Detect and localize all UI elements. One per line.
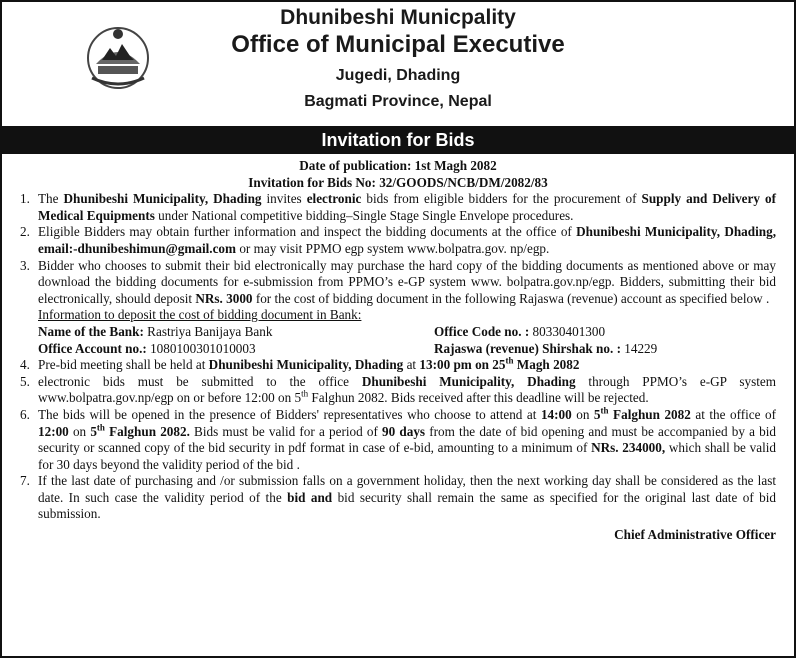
list-item: 2. Eligible Bidders may obtain further information and inspect the bidding documents at the office of Dhunibeshi Municipality, Dhading, email:-dhunibeshimun@gmail.com or may visit PPMO egp system www.bolpatra.gov. np/egp. (20, 224, 776, 256)
list-item: 3. Bidder who chooses to submit their bid electronically may purchase the hard copy of the bidding documents as mentioned above or may download the bidding documents for e-submission from PPMO’s e-GP system www. bolpatra.gov.np/egp. Bidders, submitting their bid electronically, should deposit NRs. 3000 for the cost of bidding document in the following Rajaswa (revenue) account as specified below . (20, 257, 776, 306)
notice-body (20, 158, 776, 544)
signature: Chief Administrative Officer (614, 527, 776, 543)
header (2, 2, 794, 124)
list-item: 1. The Dhunibeshi Municipality, Dhading invites electronic bids from eligible bidders for the procurement of Supply and Delivery of Medical Equipments under National competitive bidding–Single Stage Single Envelope procedures. (20, 191, 776, 223)
office-name: Office of Municipal Executive (231, 31, 565, 58)
municipality-name: Dhunibeshi Municpality (280, 6, 516, 29)
list-item: 5. electronic bids must be submitted to the office Dhunibeshi Municipality, Dhading through PPMO’s e-GP system www.bolpatra.gov.np/egp on or before 12:00 on 5th Falghun 2082. Bids received after this deadline will be rejected. (20, 373, 776, 406)
list-item: 7. If the last date of purchasing and /or submission falls on a government holiday, then the next working day shall be considered as the last date. In such case the validity period of the bid and bid security shall remain the same as specified for the original last date of bid submission. (20, 473, 776, 522)
notice-banner: Invitation for Bids (2, 126, 794, 154)
bank-info-title: Information to deposit the cost of bidding document in Bank: (38, 307, 362, 323)
list-item: 4. Pre-bid meeting shall be held at Dhunibeshi Municipality, Dhading at 13:00 pm on 25th Magh 2082 (20, 355, 580, 373)
publication-date: Date of publication: 1st Magh 2082 (299, 158, 497, 173)
bank-info: Name of the Bank: Rastriya Banijaya Bank Office Code no. : 80330401300 Office Account no.: 1080100301010003 Rajaswa (revenue) Shirshak no. : 14229 (38, 323, 658, 356)
list-item: 6. The bids will be opened in the presence of Bidders' representatives who choose to attend at 14:00 on 5th Falghun 2082 at the office of 12:00 on 5th Falghun 2082. Bids must be valid for a period of 90 days from the date of bid opening and must be accompanied by a bid security or scanned copy of the bid security in pdf format in case of e-bid, amounting to a minimum of NRs. 234000, which shall be valid for 30 days beyond the validity period of the bid . (20, 405, 776, 472)
location: Jugedi, Dhading (335, 67, 461, 84)
ifb-number: Invitation for Bids No: 32/GOODS/NCB/DM/2082/83 (248, 174, 548, 190)
province: Bagmati Province, Nepal (304, 93, 492, 110)
